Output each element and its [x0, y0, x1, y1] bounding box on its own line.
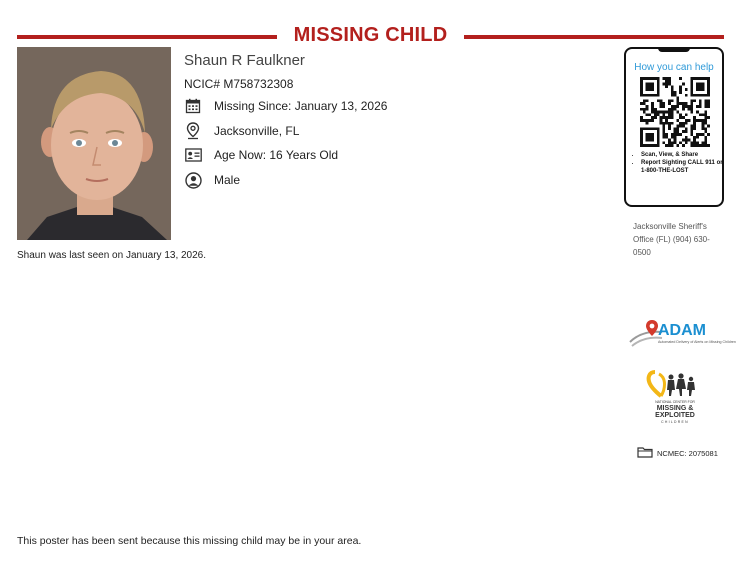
sex-row [184, 170, 241, 190]
age-now: Age Now: 16 Years Old [214, 148, 339, 162]
ncmec-exploited-text: EXPLOITED [655, 412, 695, 419]
ncmec-children-text: CHILDREN [661, 420, 689, 424]
poster-title: MISSING CHILD [293, 24, 448, 46]
ncmec-missing-text: MISSING & [656, 405, 694, 412]
child-name: Shaun R Faulkner [184, 52, 305, 69]
location-row [184, 121, 300, 141]
agency-contact: Jacksonville Sheriff's Office (FL) (904) 630-0500 [633, 222, 710, 257]
person-icon [184, 171, 202, 189]
ncmec-case-number [633, 446, 718, 460]
adam-logo [628, 318, 736, 354]
help-step: • Scan, View, & Share [641, 151, 723, 159]
header-rule-left [17, 35, 277, 39]
sex: Male [214, 173, 241, 187]
qr-code[interactable] [640, 77, 710, 147]
how-you-can-help-card [624, 47, 724, 207]
ncmec-top-text: NATIONAL CENTER FOR [655, 400, 695, 404]
location-pin-icon [184, 122, 202, 140]
help-step: • Report Sighting CALL 911 or 1-800-THE-LOST [641, 159, 723, 175]
phone-notch [658, 47, 690, 52]
adam-wordmark: ADAM [658, 322, 706, 339]
ncic-number: NCIC# M758732308 [184, 77, 294, 91]
missing-since: Missing Since: January 13, 2026 [214, 99, 388, 113]
age-row [184, 145, 339, 165]
footer-note: This poster has been sent because this missing child may be in your area. [17, 535, 362, 547]
adam-tagline: Automated Delivery of Alerts on Missing Children [658, 340, 736, 344]
last-known-location: Jacksonville, FL [214, 124, 300, 138]
folder-icon [637, 446, 653, 460]
last-seen-text: Shaun was last seen on January 13, 2026. [17, 250, 207, 261]
help-title: How you can help [634, 62, 714, 73]
missing-since-row [184, 96, 388, 116]
id-card-icon [184, 146, 202, 164]
ncmec-case-text: NCMEC: 2075081 [657, 448, 718, 458]
calendar-icon [184, 97, 202, 115]
ncmec-logo [645, 368, 705, 430]
help-steps [632, 151, 723, 175]
header-rule-right [464, 35, 724, 39]
child-photo [17, 47, 171, 240]
